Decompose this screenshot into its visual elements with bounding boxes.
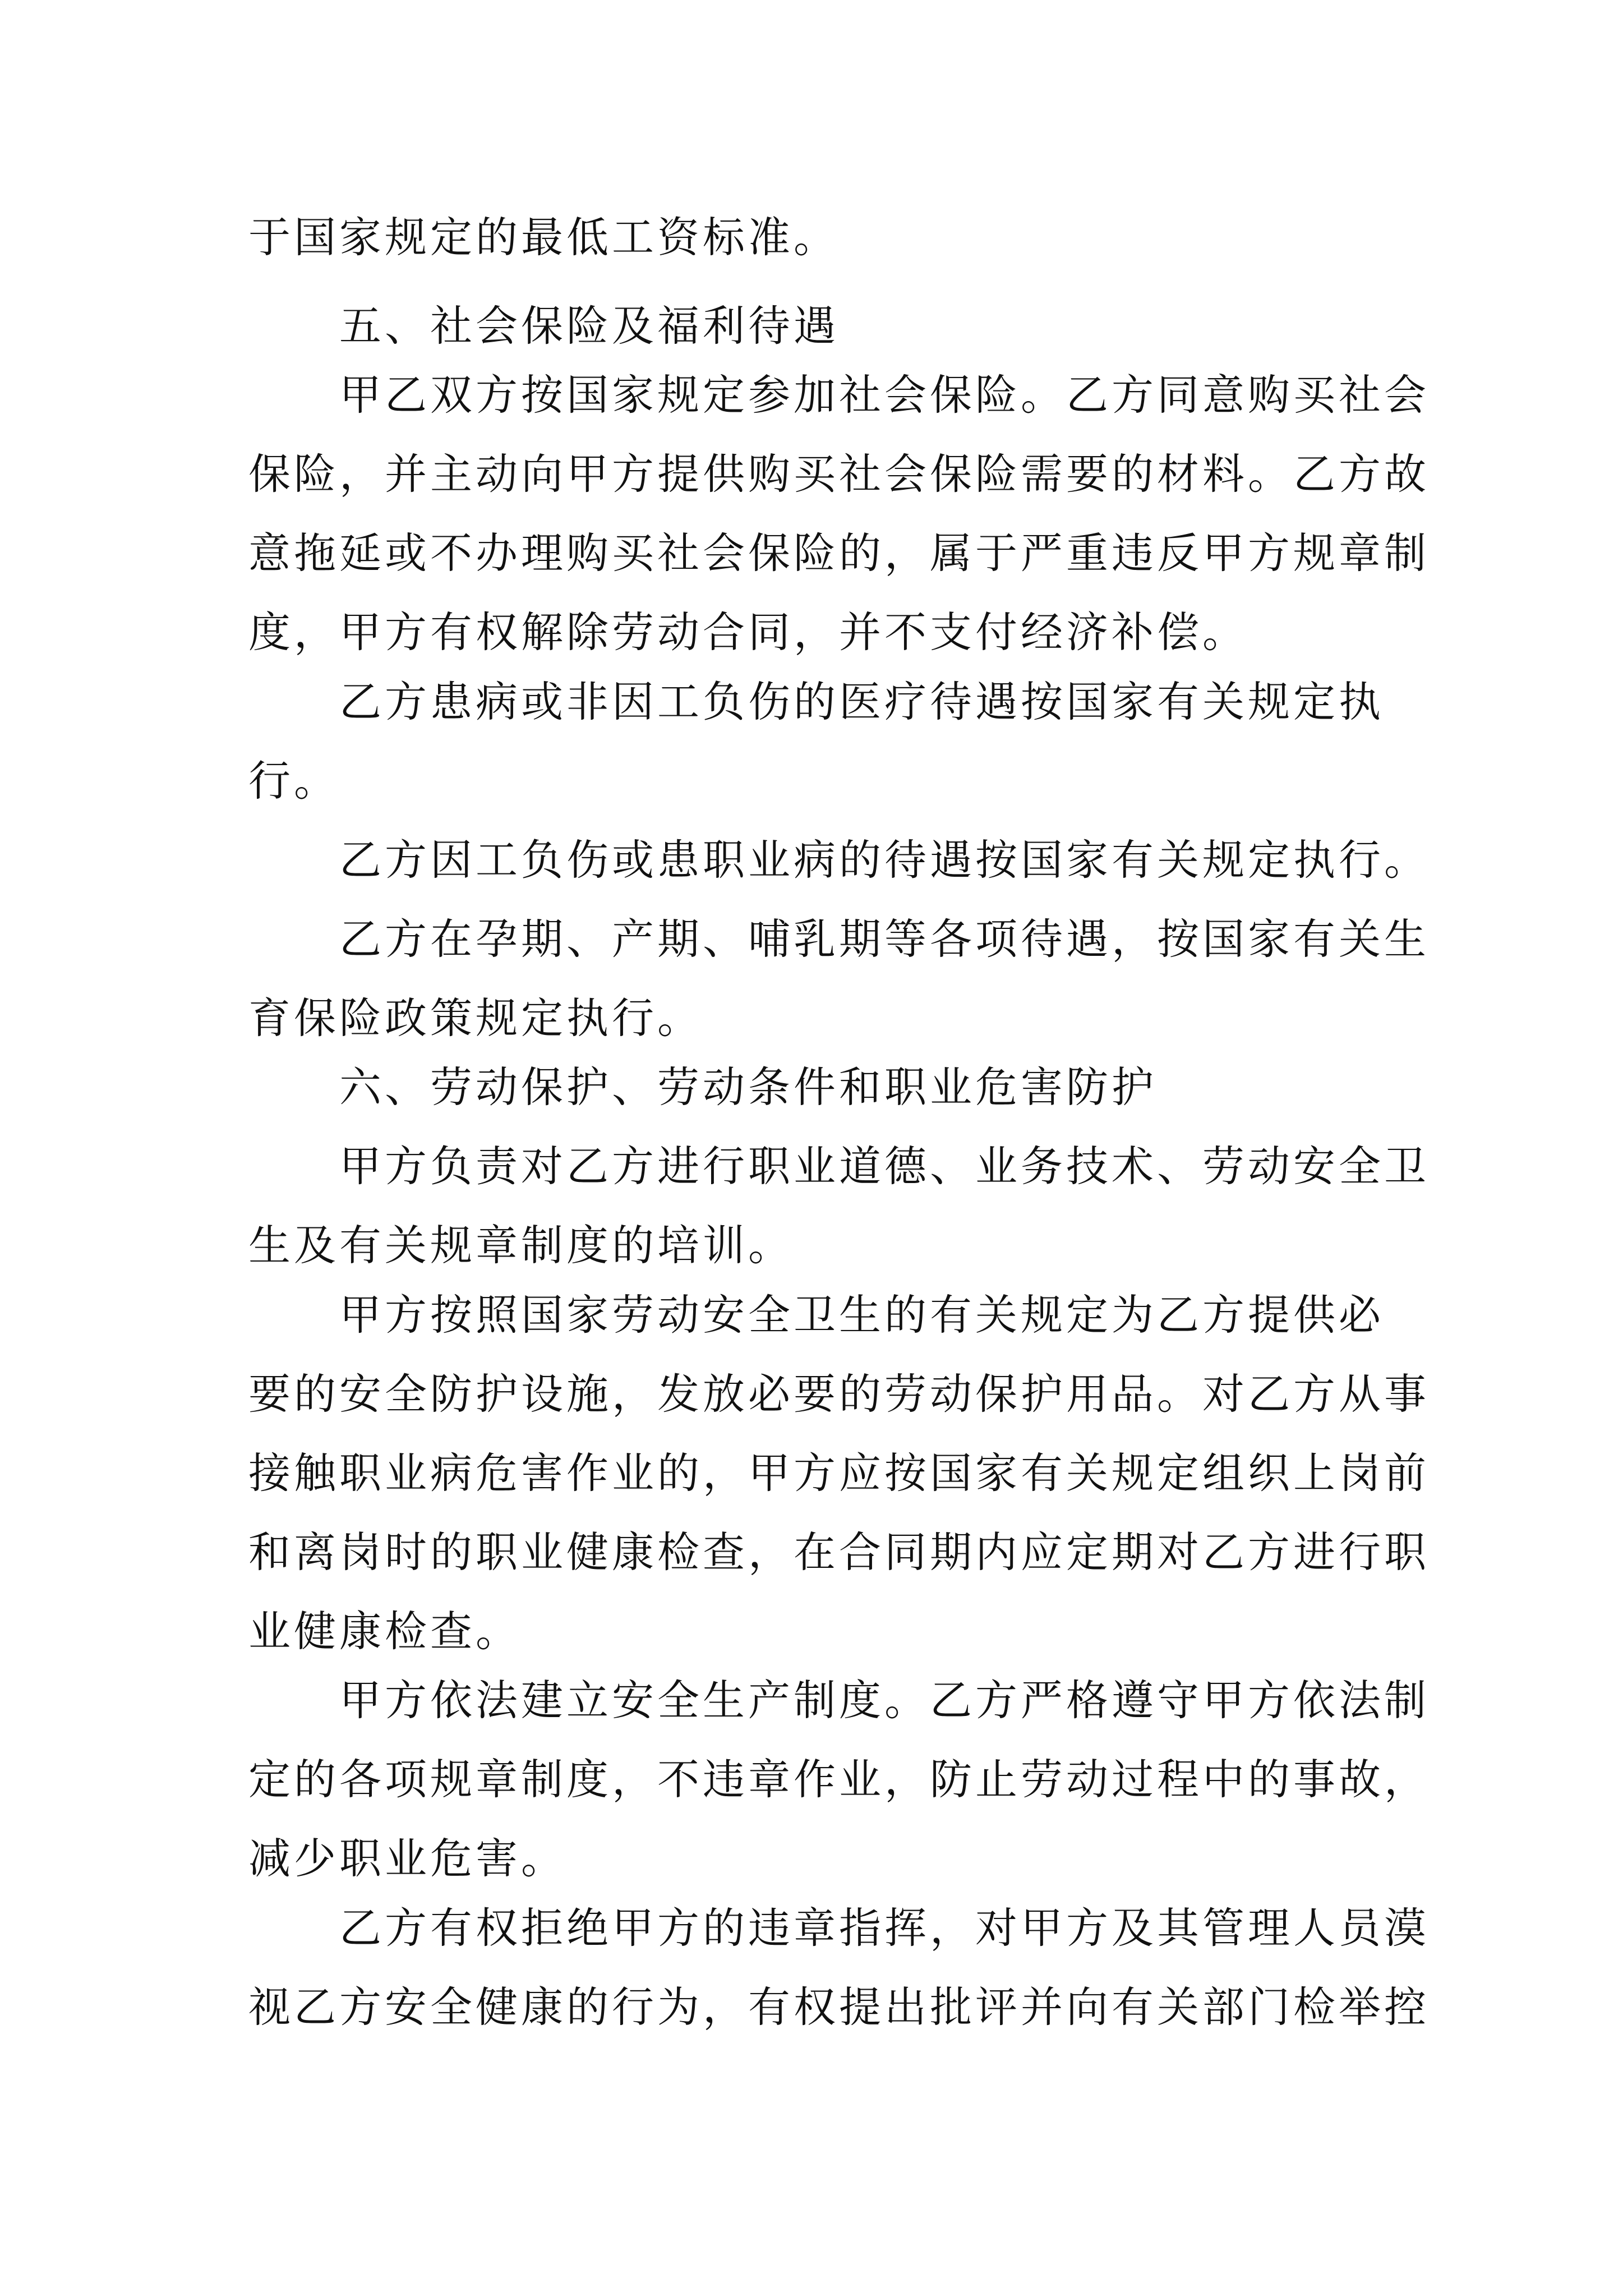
text-line: 减少职业危害。 [248,1834,567,1883]
text-line: 意拖延或不办理购买社会保险的，属于严重违反甲方规章制 [248,528,1430,578]
text-line: 于国家规定的最低工资标准。 [248,213,840,262]
text-line: 育保险政策规定执行。 [248,993,703,1043]
text-line: 乙方因工负伤或患职业病的待遇按国家有关规定执行。 [248,835,1430,885]
text-line: 要的安全防护设施，发放必要的劳动保护用品。对乙方从事 [248,1369,1430,1419]
section-heading: 五、社会保险及福利待遇 [248,301,840,351]
text-line: 乙方患病或非因工负伤的医疗待遇按国家有关规定执 [248,677,1385,726]
text-line: 业健康检查。 [248,1607,522,1656]
text-line: 行。 [248,756,340,806]
text-line: 视乙方安全健康的行为，有权提出批评并向有关部门检举控 [248,1982,1430,2032]
section-heading: 六、劳动保护、劳动条件和职业危害防护 [248,1062,1158,1112]
text-line: 甲乙双方按国家规定参加社会保险。乙方同意购买社会 [248,370,1430,420]
text-line: 和离岗时的职业健康检查，在合同期内应定期对乙方进行职 [248,1527,1430,1577]
text-line: 定的各项规章制度，不违章作业，防止劳动过程中的事故， [248,1755,1430,1804]
text-line: 生及有关规章制度的培训。 [248,1221,794,1270]
text-line: 甲方依法建立安全生产制度。乙方严格遵守甲方依法制 [248,1676,1430,1725]
text-line: 保险，并主动向甲方提供购买社会保险需要的材料。乙方故 [248,449,1430,499]
text-line: 甲方按照国家劳动安全卫生的有关规定为乙方提供必 [248,1290,1385,1340]
text-line: 接触职业病危害作业的，甲方应按国家有关规定组织上岗前 [248,1448,1430,1498]
text-line: 乙方有权拒绝甲方的违章指挥，对甲方及其管理人员漠 [248,1903,1430,1953]
text-line: 乙方在孕期、产期、哺乳期等各项待遇，按国家有关生 [248,914,1430,964]
text-line: 甲方负责对乙方进行职业道德、业务技术、劳动安全卫 [248,1142,1430,1191]
text-line: 度，甲方有权解除劳动合同，并不支付经济补偿。 [248,608,1248,657]
